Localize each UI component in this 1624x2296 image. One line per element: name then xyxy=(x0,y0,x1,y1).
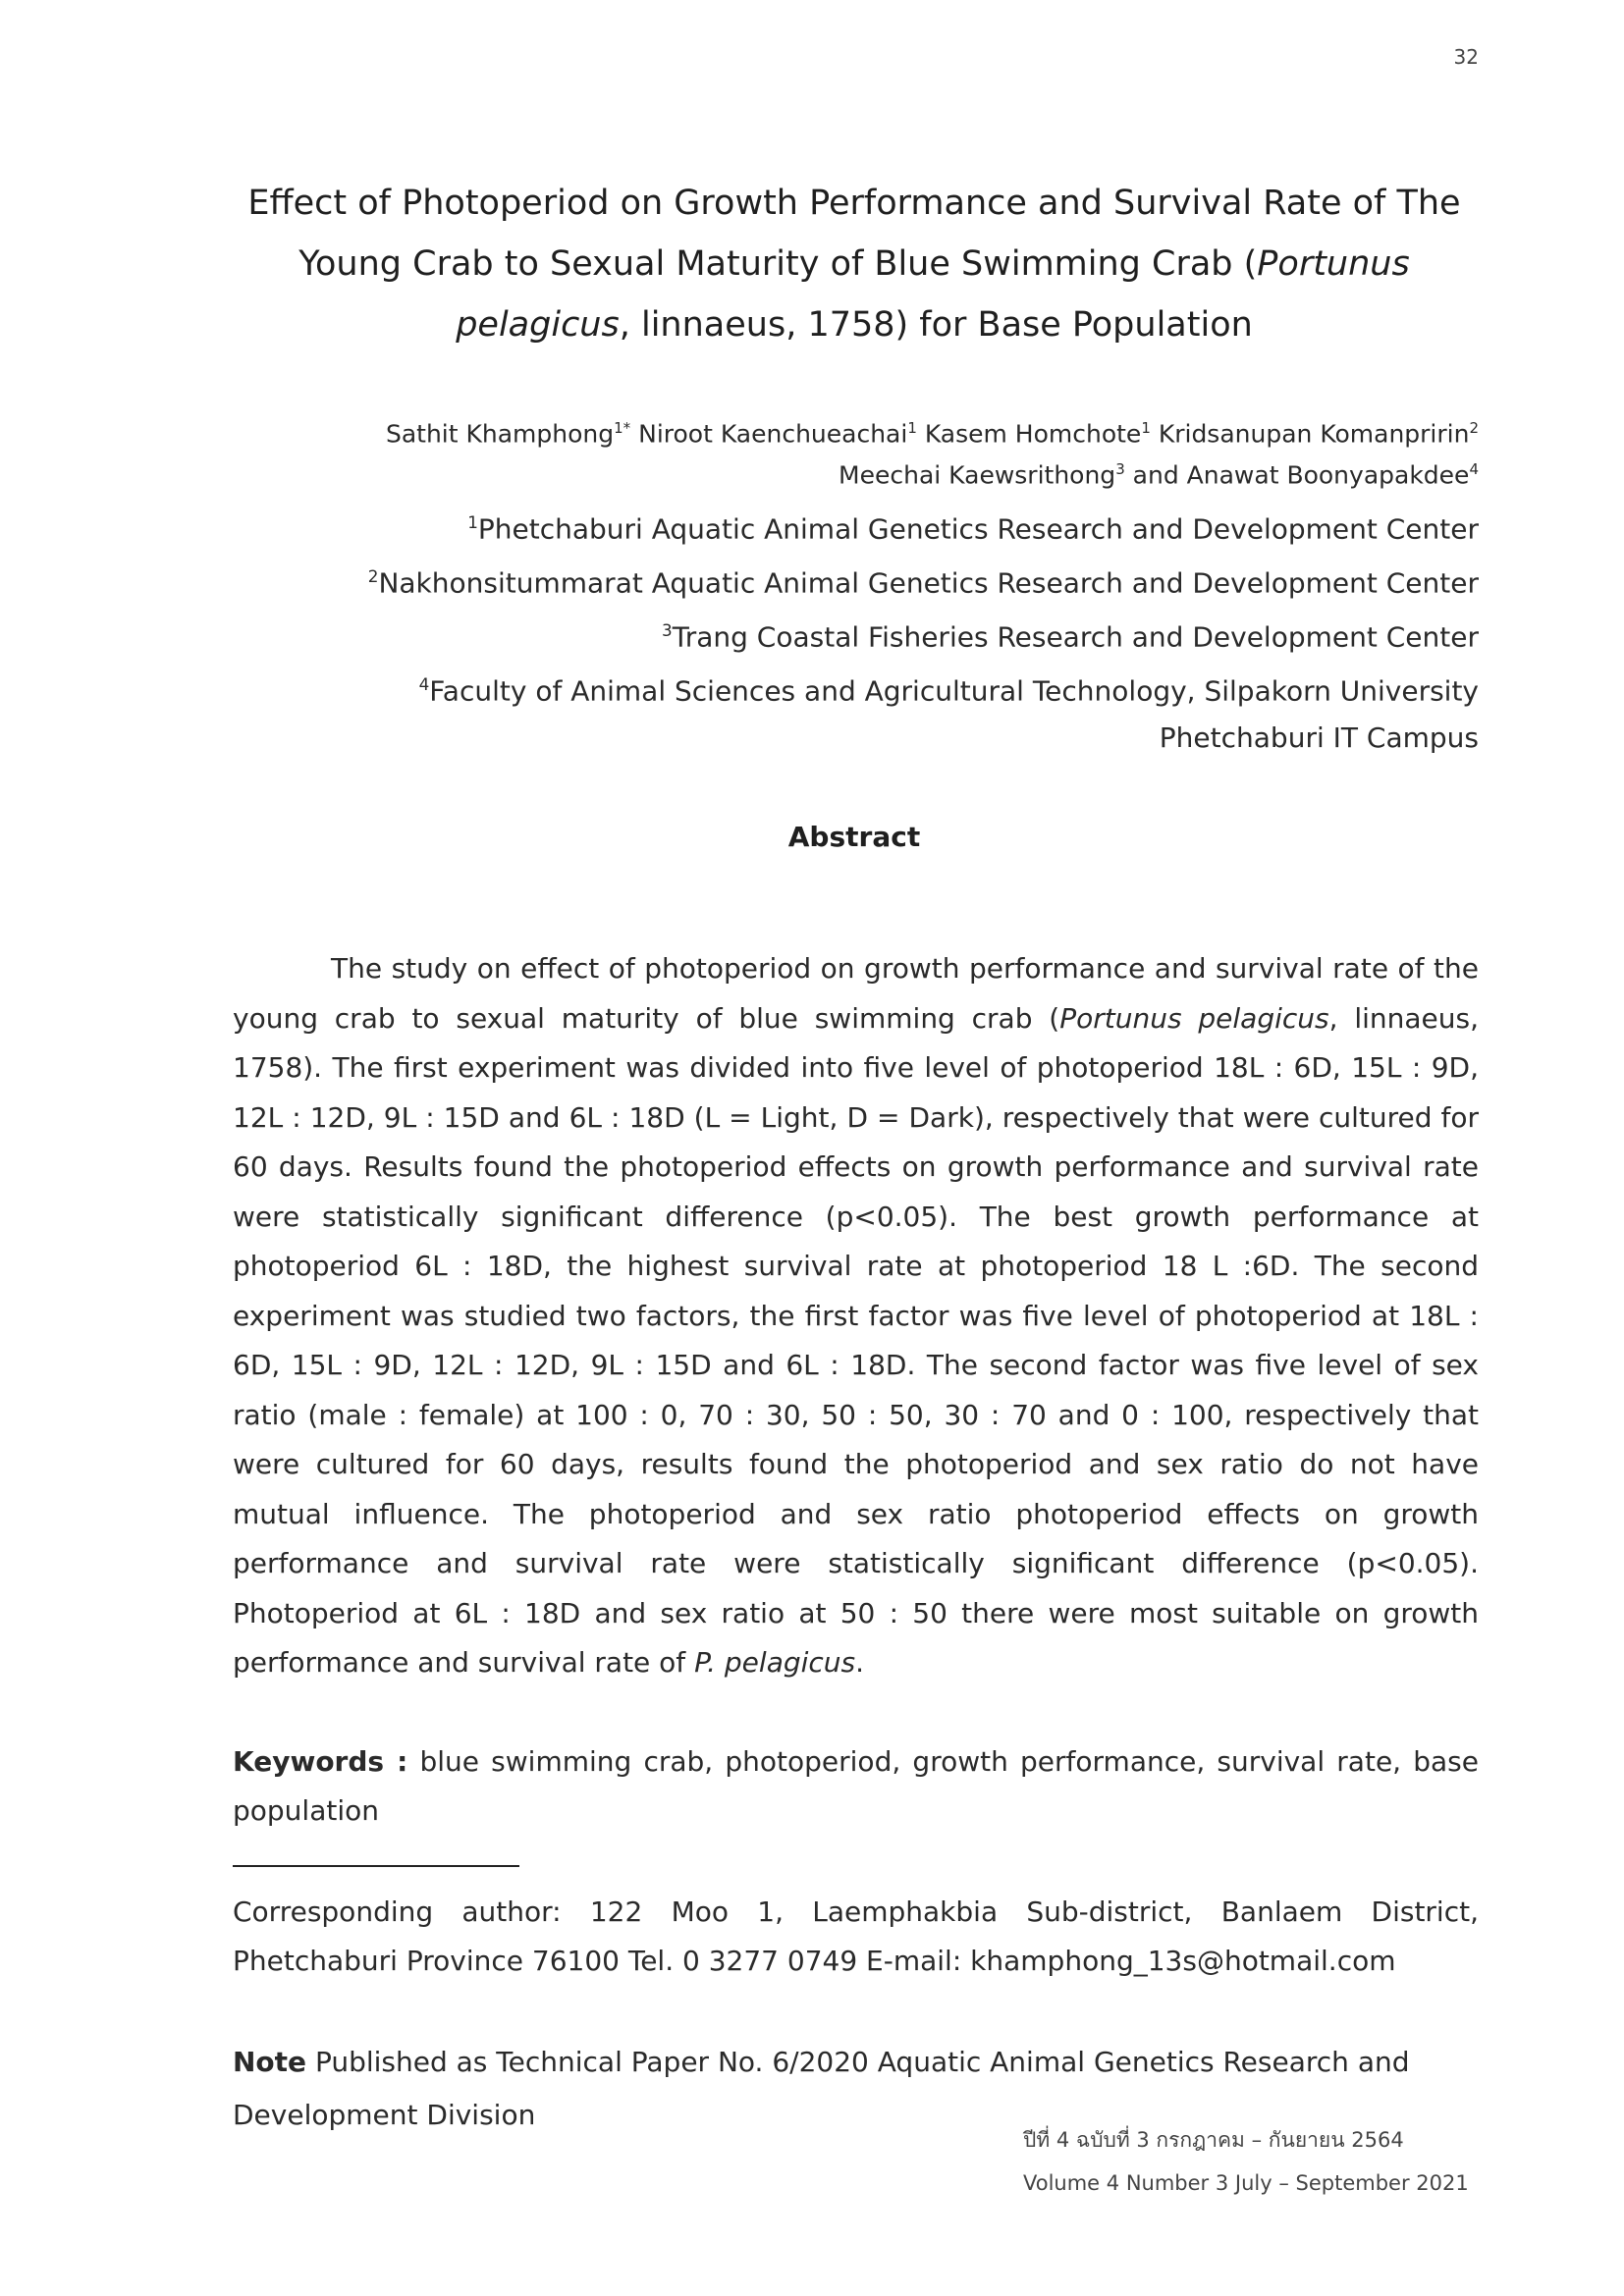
journal-footer xyxy=(1023,2118,1469,2205)
affiliation-5-text: Phetchaburi IT Campus xyxy=(1159,721,1479,754)
author-6: and Anawat Boonyapakdee xyxy=(1124,460,1470,490)
author-5: Meechai Kaewsrithong xyxy=(839,460,1116,490)
title-species-epithet: pelagicus xyxy=(456,305,620,345)
abstract-text-end: . xyxy=(855,1646,865,1679)
author-3: Kasem Homchote xyxy=(916,419,1142,449)
note-label: Note xyxy=(233,2046,307,2078)
footer-thai: ปีที่ 4 ฉบับที่ 3 กรกฎาคม – กันยายน 2564 xyxy=(1023,2128,1404,2152)
abstract-body xyxy=(233,944,1479,1688)
author-6-sup: 4 xyxy=(1469,460,1479,479)
affiliation-4 xyxy=(202,665,1479,711)
author-4-sup: 2 xyxy=(1469,419,1479,437)
abstract-species: Portunus pelagicus xyxy=(1059,1001,1329,1035)
affiliation-3-text: Trang Coastal Fisheries Research and Development Center xyxy=(672,620,1479,654)
author-5-sup: 3 xyxy=(1115,460,1125,479)
abstract-text-1: The study on effect of photoperiod on growth performance and survival rate of the young crab to sexual maturity of blue swimming crab ( xyxy=(233,952,1479,1035)
affiliation-3 xyxy=(202,611,1479,657)
affiliation-2-sup: 2 xyxy=(367,566,379,586)
corresponding-author: Corresponding author: 122 Moo 1, Laemphakbia Sub-district, Banlaem District, Phetchaburi Province 76100 Tel. 0 3277 0749 E-mail: khamphong_13s@hotmail.com xyxy=(233,1896,1479,1977)
affiliation-2 xyxy=(202,557,1479,603)
affiliation-1-text: Phetchaburi Aquatic Animal Genetics Research and Development Center xyxy=(477,512,1479,546)
author-3-sup: 1 xyxy=(1141,419,1151,437)
title-line-1: Effect of Photoperiod on Growth Performance and Survival Rate of The xyxy=(247,184,1461,223)
page-number: 32 xyxy=(1453,45,1479,69)
footer-english: Volume 4 Number 3 July – September 2021 xyxy=(1023,2171,1469,2195)
abstract-text-2: , linnaeus, 1758). The first experiment was divided into five level of photoperiod 18L : 6D, 15L : 9D, 12L : 12D, 9L : 15D and 6L : 18D (L = Light, D = Dark), respectively that were cultured for 60 days. Results found the photoperiod effects on growth performance and survival rate were statistically significant difference (p<0.05). The best growth performance at photoperiod 6L : 18D, the highest survival rate at photoperiod 18 L :6D. The second experiment was studied two factors, the first factor was five level of photoperiod at 18L : 6D, 15L : 9D, 12L : 12D, 9L : 15D and 6L : 18D. The second factor was five level of sex ratio (male : female) at 100 : 0, 70 : 30, 50 : 50, 30 : 70 and 0 : 100, respectively that were cultured for 60 days, results found the photoperiod and sex ratio do not have mutual influence. The photoperiod and sex ratio photoperiod effects on growth performance and survival rate were statistically significant difference (p<0.05). Photoperiod at 6L : 18D and sex ratio at 50 : 50 there were most suitable on growth performance and survival rate of xyxy=(233,1001,1479,1679)
author-2-sup: 1 xyxy=(907,419,917,437)
title-species-genus: Portunus xyxy=(1257,244,1410,284)
keywords xyxy=(233,1737,1479,1836)
title-line-2: Young Crab to Sexual Maturity of Blue Swimming Crab ( xyxy=(298,244,1258,284)
paper-title xyxy=(196,173,1512,355)
keywords-label: Keywords : xyxy=(233,1745,408,1778)
abstract-heading: Abstract xyxy=(787,821,921,853)
author-list xyxy=(202,410,1479,494)
author-4: Kridsanupan Komanpririn xyxy=(1150,419,1470,449)
affiliation-4-sup: 4 xyxy=(418,674,430,694)
footnote-divider xyxy=(233,1865,519,1867)
affiliation-2-text: Nakhonsitummarat Aquatic Animal Genetics Research and Development Center xyxy=(378,566,1479,600)
author-2: Niroot Kaenchueachai xyxy=(630,419,908,449)
note-text: Published as Technical Paper No. 6/2020 Aquatic Animal Genetics Research and Development Division xyxy=(233,2046,1410,2131)
title-line-3: , linnaeus, 1758) for Base Population xyxy=(619,305,1253,345)
affiliation-4-text: Faculty of Animal Sciences and Agricultural Technology, Silpakorn University xyxy=(429,674,1479,708)
author-1: Sathit Khamphong xyxy=(385,419,615,449)
author-1-sup: 1* xyxy=(614,419,631,437)
affiliation-5 xyxy=(202,719,1479,758)
affiliation-1-sup: 1 xyxy=(467,512,478,532)
affiliation-1 xyxy=(202,503,1479,549)
keywords-text: blue swimming crab, photoperiod, growth performance, survival rate, base population xyxy=(233,1745,1479,1827)
abstract-species-short: P. pelagicus xyxy=(694,1646,856,1679)
affiliation-3-sup: 3 xyxy=(662,620,673,640)
